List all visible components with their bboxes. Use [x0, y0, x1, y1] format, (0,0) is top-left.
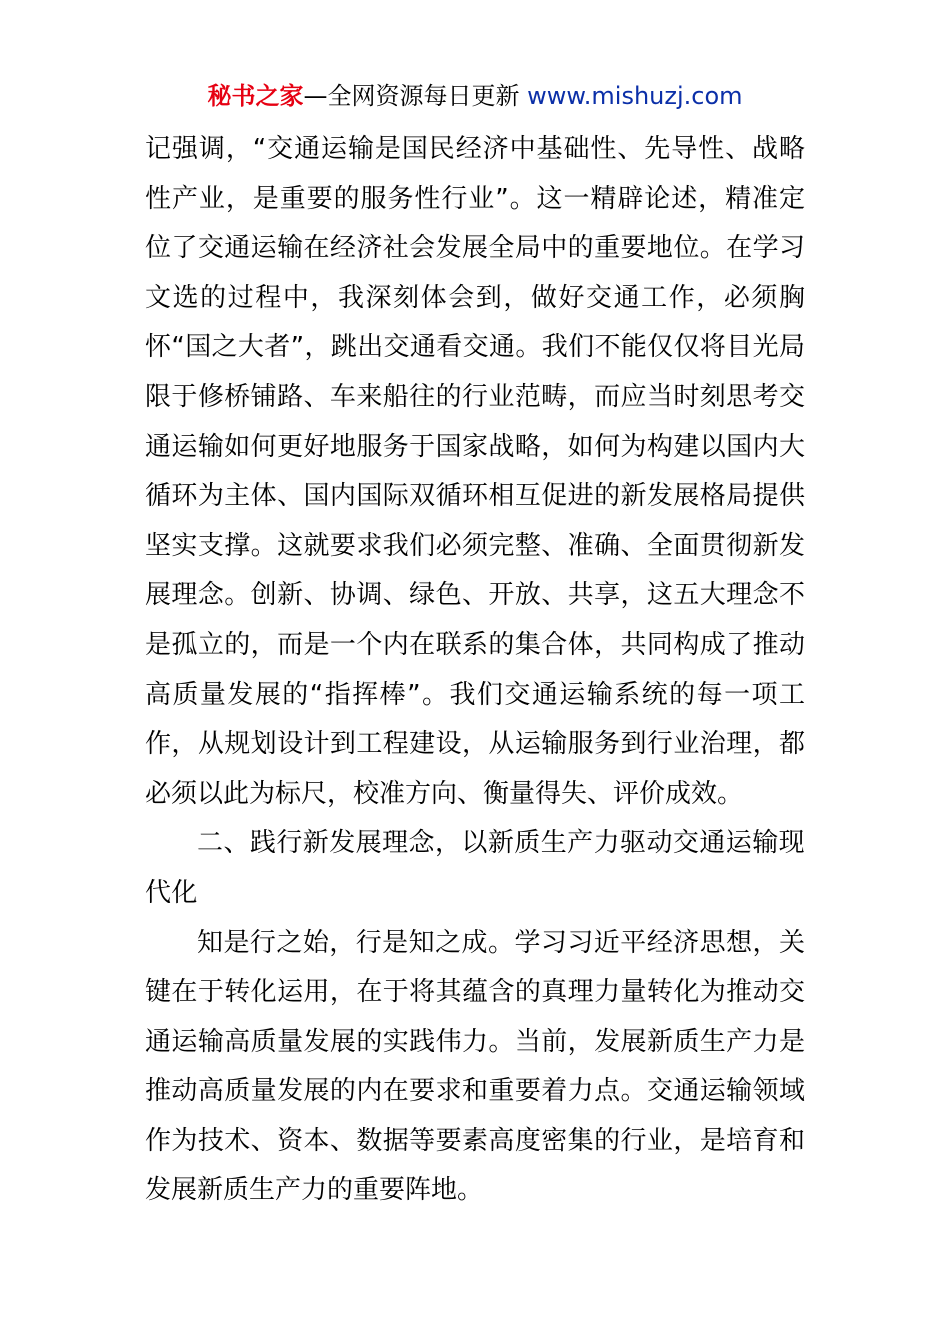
section-heading: 二、践行新发展理念，以新质生产力驱动交通运输现代化: [145, 828, 805, 908]
brand-name: 秘书之家: [207, 82, 304, 110]
header-tagline: —全网资源每日更新: [303, 82, 528, 110]
site-url-link[interactable]: www.mishuzj.com: [527, 82, 743, 110]
body-paragraph: 知是行之始，行是知之成。学习习近平经济思想，关键在于转化运用，在于将其蕴含的真理力量转化为推动交通运输高质量发展的实践伟力。当前，发展新质生产力是推动高质量发展的内在要求和重要着力点。交通运输领域作为技术、资本、数据等要素高度密集的行业，是培育和发展新质生产力的重要阵地。: [145, 927, 805, 1206]
document-body: [145, 125, 805, 1216]
document-header: [0, 78, 950, 114]
body-paragraph-continued: 记强调，“交通运输是国民经济中基础性、先导性、战略性产业，是重要的服务性行业”。这一精辟论述，精准定位了交通运输在经济社会发展全局中的重要地位。在学习文选的过程中，我深刻体会到，做好交通工作，必须胸怀“国之大者”，跳出交通看交通。我们不能仅仅将目光局限于修桥铺路、车来船往的行业范畴，而应当时刻思考交通运输如何更好地服务于国家战略，如何为构建以国内大循环为主体、国内国际双循环相互促进的新发展格局提供坚实支撑。这就要求我们必须完整、准确、全面贯彻新发展理念。创新、协调、绿色、开放、共享，这五大理念不是孤立的，而是一个内在联系的集合体，共同构成了推动高质量发展的“指挥棒”。我们交通运输系统的每一项工作，从规划设计到工程建设，从运输服务到行业治理，都必须以此为标尺，校准方向、衡量得失、评价成效。: [145, 134, 805, 809]
